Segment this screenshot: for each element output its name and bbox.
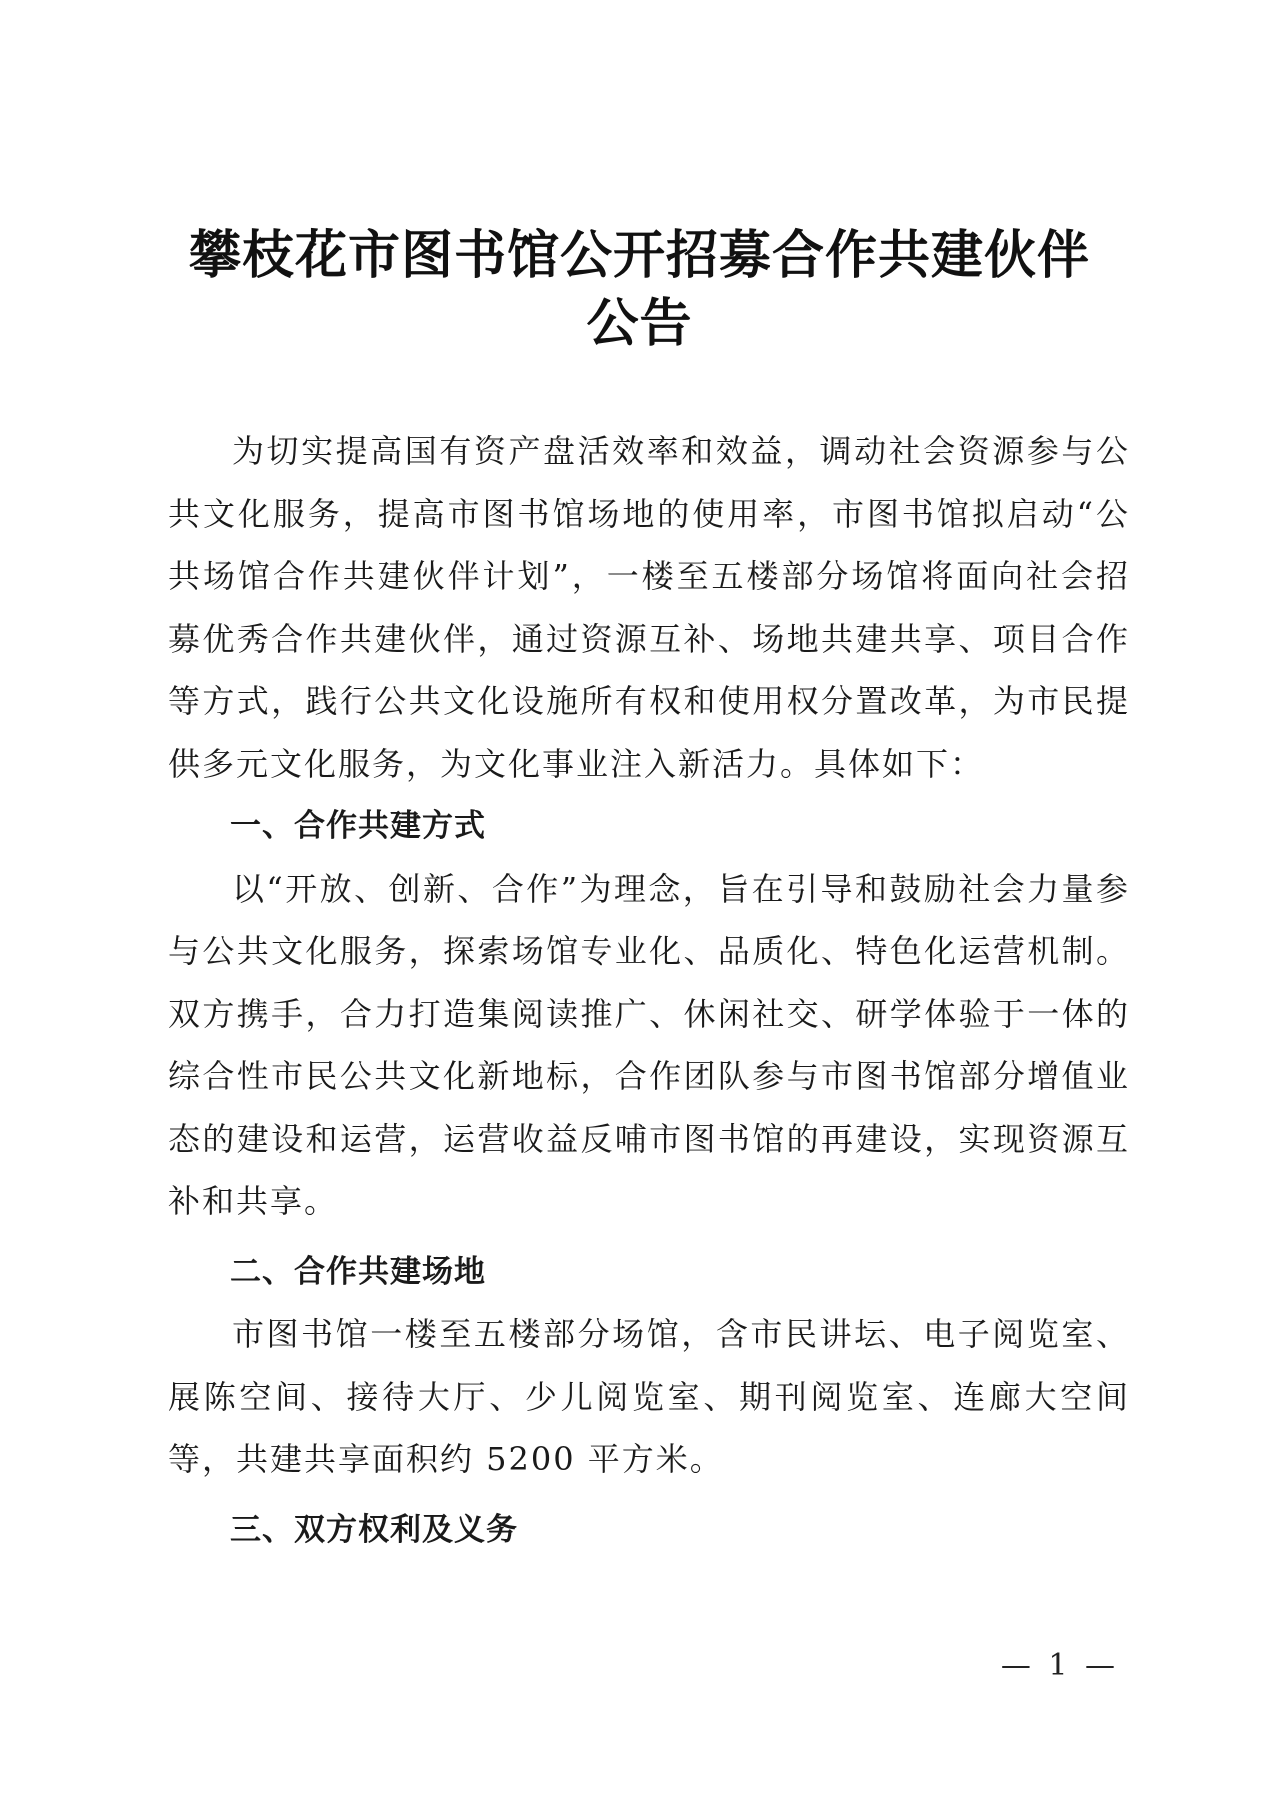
section3-heading: 三、双方权利及义务 bbox=[230, 1511, 518, 1548]
section2-paragraph: 市图书馆一楼至五楼部分场馆，含市民讲坛、电子阅览室、展陈空间、接待大厅、少儿阅览室、期刊阅览室、连廊大空间等，共建共享面积约 5200 平方米。 bbox=[168, 1315, 1130, 1478]
intro-paragraph: 为切实提高国有资产盘活效率和效益，调动社会资源参与公共文化服务，提高市图书馆场地的使用率，市图书馆拟启动“公共场馆合作共建伙伴计划”，一楼至五楼部分场馆将面向社会招募优秀合作共建伙伴，通过资源互补、场地共建共享、项目合作等方式，践行公共文化设施所有权和使用权分置改革，为市民提供多元文化服务，为文化事业注入新活力。具体如下： bbox=[168, 432, 1130, 783]
page-number: — 1 — bbox=[1000, 1648, 1119, 1683]
section1-paragraph: 以“开放、创新、合作”为理念，旨在引导和鼓励社会力量参与公共文化服务，探索场馆专业化、品质化、特色化运营机制。双方携手，合力打造集阅读推广、休闲社交、研学体验于一体的综合性市民公共文化新地标，合作团队参与市图书馆部分增值业态的建设和运营，运营收益反哺市图书馆的再建设，实现资源互补和共享。 bbox=[168, 869, 1130, 1220]
document-title-line2: 公告 bbox=[586, 293, 693, 354]
document-body bbox=[168, 420, 1130, 1561]
section2-heading: 二、合作共建场地 bbox=[230, 1253, 486, 1290]
document-title-line1: 攀枝花市图书馆公开招募合作共建伙伴 bbox=[188, 225, 1090, 286]
section1-heading: 一、合作共建方式 bbox=[230, 808, 486, 844]
